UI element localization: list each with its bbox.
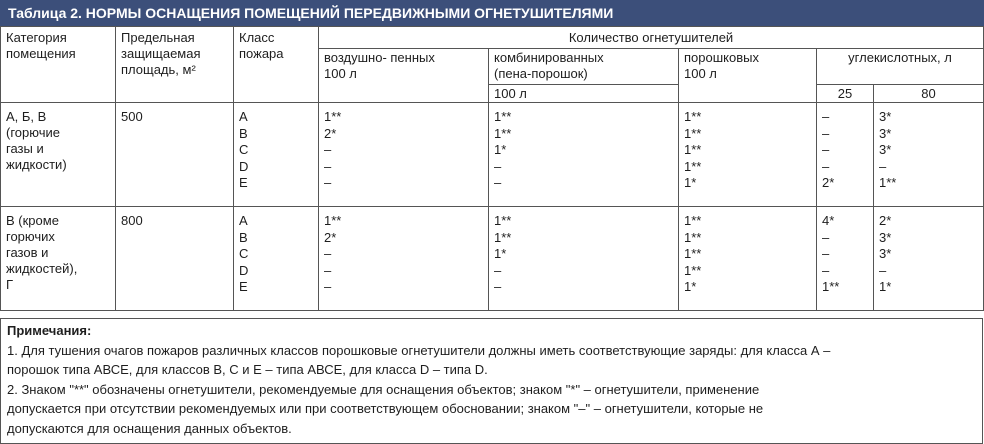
area-cell: 500	[116, 103, 234, 207]
co2-80-cell: 3* 3* 3* – 1**	[874, 103, 984, 207]
table-row	[1, 103, 984, 207]
header-powder: порошковых 100 л	[679, 49, 817, 103]
category-cell: А, Б, В (горючие газы и жидкости)	[1, 103, 116, 207]
area-cell: 800	[116, 207, 234, 311]
header-co2: углекислотных, л	[817, 49, 984, 85]
category-cell: В (кроме горючих газов и жидкостей), Г	[1, 207, 116, 311]
header-category: Категория помещения	[1, 27, 116, 103]
notes-heading: Примечания:	[7, 323, 92, 338]
table-title: Таблица 2. НОРМЫ ОСНАЩЕНИЯ ПОМЕЩЕНИЙ ПЕРЕДВИЖНЫМИ ОГНЕТУШИТЕЛЯМИ	[0, 0, 984, 26]
co2-80-cell: 2* 3* 3* – 1*	[874, 207, 984, 311]
note-line: допускаются для оснащения данных объектов.	[7, 420, 292, 436]
header-quantity: Количество огнетушителей	[319, 27, 984, 49]
header-co2-80: 80	[874, 85, 984, 103]
header-area: Предельная защищаемая площадь, м²	[116, 27, 234, 103]
fire-class-cell: А В С D E	[234, 103, 319, 207]
header-combined-volume: 100 л	[489, 85, 679, 103]
header-combined: комбинированных (пена-порошок)	[489, 49, 679, 85]
combined-cell: 1** 1** 1* – –	[489, 103, 679, 207]
notes-box	[0, 318, 983, 444]
header-co2-25: 25	[817, 85, 874, 103]
powder-cell: 1** 1** 1** 1** 1*	[679, 103, 817, 207]
extinguisher-norms-table	[0, 26, 984, 311]
air-foam-cell: 1** 2* – – –	[319, 103, 489, 207]
note-line: 1. Для тушения очагов пожаров различных классов порошковые огнетушители должны иметь соответствующие заряды: для класса А –	[7, 342, 831, 358]
note-line: 2. Знаком "**" обозначены огнетушители, рекомендуемые для оснащения объектов; знаком "*" – огнетушители, применение	[7, 381, 760, 397]
co2-25-cell: – – – – 2*	[817, 103, 874, 207]
combined-cell: 1** 1** 1* – –	[489, 207, 679, 311]
air-foam-cell: 1** 2* – – –	[319, 207, 489, 311]
header-air-foam: воздушно- пенных 100 л	[319, 49, 489, 103]
fire-class-cell: А В С D E	[234, 207, 319, 311]
table-row	[1, 207, 984, 311]
powder-cell: 1** 1** 1** 1** 1*	[679, 207, 817, 311]
header-fire-class: Класс пожара	[234, 27, 319, 103]
co2-25-cell: 4* – – – 1**	[817, 207, 874, 311]
note-line: допускается при отсутствии рекомендуемых или при соответствующем обосновании; знаком "–" – огнетушители, которые не	[7, 401, 764, 416]
note-line: порошок типа АВСЕ, для классов В, С и Е – типа АВСЕ, для класса D – типа D.	[7, 362, 488, 377]
